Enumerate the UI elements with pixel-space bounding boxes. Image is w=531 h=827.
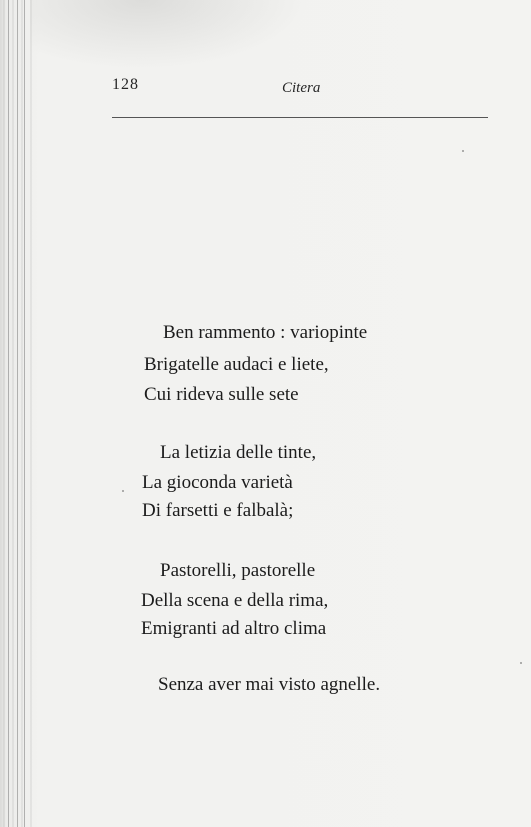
poem-line: Pastorelli, pastorelle [160,560,316,581]
stanza [0,672,531,712]
page-number: 128 [112,76,139,93]
page-header [112,74,488,104]
stanza [0,436,531,554]
header-rule [112,117,488,118]
stanza [0,554,531,672]
poem-line: Cui rideva sulle sete [144,384,299,405]
paper-speck [520,662,522,664]
poem-line: Ben rammento : variopinte [163,322,368,343]
poem-line: Della scena e della rima, [141,590,329,611]
poem-line: Emigranti ad altro clima [141,618,327,639]
poem-line: Di farsetti e falbalà; [142,500,294,521]
paper-speck [122,490,124,492]
page-shadow [30,0,310,70]
poem-line: Brigatelle audaci e liete, [144,354,329,375]
poem-line: Senza aver mai visto agnelle. [158,674,381,695]
running-title: Citera [282,80,321,96]
poem [0,318,531,712]
poem-line: La letizia delle tinte, [160,442,317,463]
stanza [0,318,531,436]
paper-speck [462,150,464,152]
poem-line: La gioconda varietà [142,472,293,493]
